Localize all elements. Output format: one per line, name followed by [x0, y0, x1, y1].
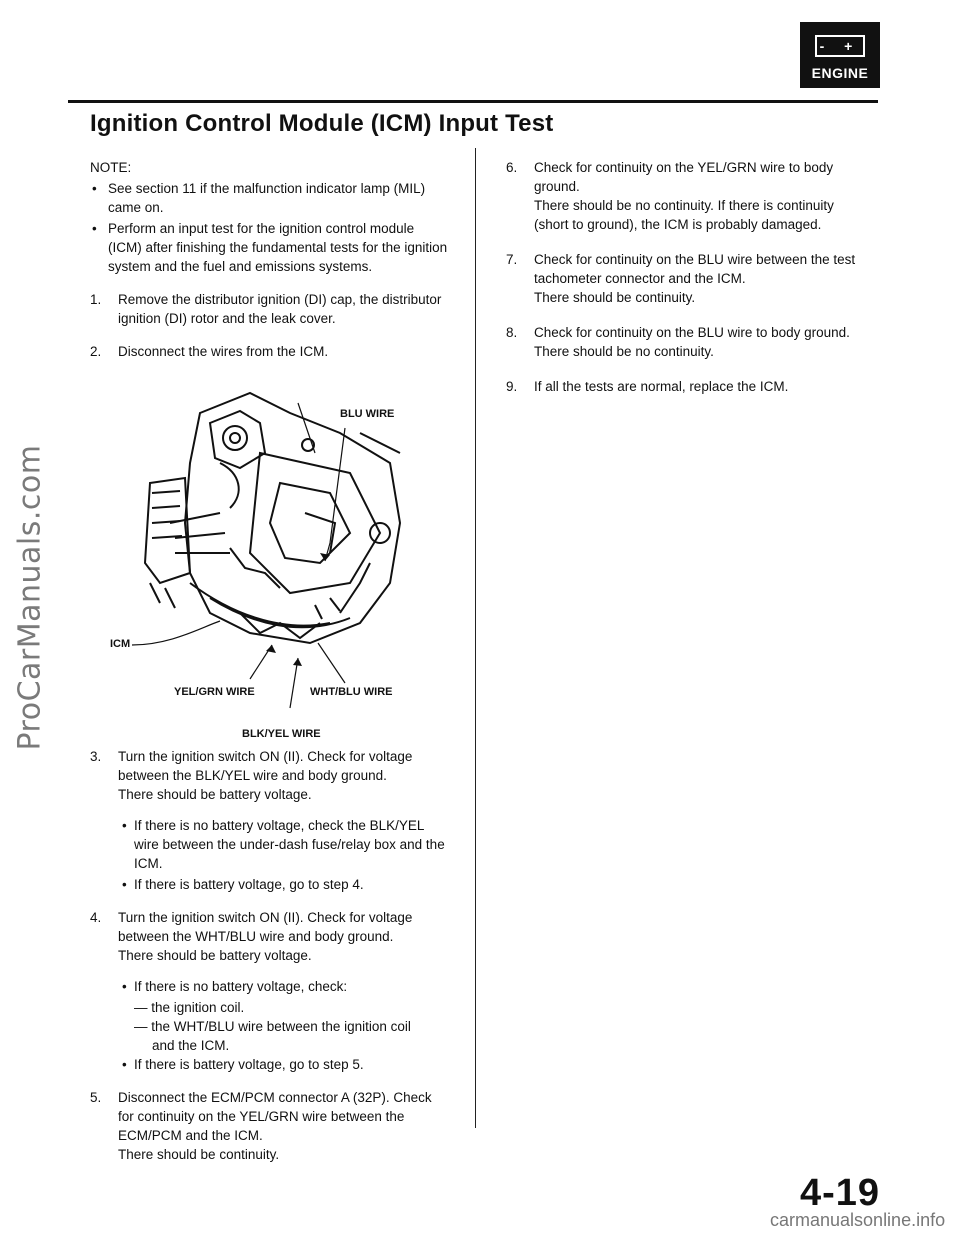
step-number: 4.	[90, 910, 102, 925]
step-text: Disconnect the wires from the ICM.	[118, 344, 329, 359]
right-column	[506, 158, 870, 396]
step-8	[506, 323, 870, 361]
check-sub-item: — the WHT/BLU wire between the ignition coil	[134, 1019, 411, 1034]
left-column	[90, 158, 450, 1164]
step-1	[90, 290, 450, 328]
footer-watermark: carmanualsonline.info	[770, 1210, 946, 1230]
step-text: Turn the ignition switch ON (II). Check for voltage between the BLK/YEL wire and body ground.	[118, 749, 413, 783]
check-item: • If there is battery voltage, go to step 4.	[120, 875, 450, 894]
step-result: There should be continuity.	[534, 290, 696, 305]
step-text: Remove the distributor ignition (DI) cap, the distributor ignition (DI) rotor and the leak cover.	[118, 292, 442, 326]
header-rule	[68, 100, 878, 103]
watermark	[0, 0, 60, 1242]
note-item: • See section 11 if the malfunction indicator lamp (MIL) came on.	[90, 179, 450, 217]
step-7	[506, 250, 870, 307]
step-3	[90, 747, 450, 804]
note-item: • Perform an input test for the ignition control module (ICM) after finishing the fundamental tests for the ignition system and the fuel and emissions systems.	[90, 219, 450, 276]
step-4	[90, 908, 450, 965]
distributor-illustration	[90, 383, 450, 713]
step-result: There should be battery voltage.	[118, 948, 312, 963]
check-item: • If there is battery voltage, go to step 5.	[120, 1055, 450, 1074]
step-text: Disconnect the ECM/PCM connector A (32P). Check for continuity on the YEL/GRN wire between the ECM/PCM and the ICM.	[118, 1090, 432, 1143]
badge-label: ENGINE	[811, 65, 869, 81]
step-3-checks	[90, 816, 450, 894]
step-5	[90, 1088, 450, 1164]
icm-label: ICM	[110, 638, 131, 650]
step-result: There should be no continuity. If there is continuity (short to ground), the ICM is probably damaged.	[534, 198, 834, 232]
blu-wire-label: BLU WIRE	[340, 408, 395, 420]
step-text: Check for continuity on the BLU wire to body ground.	[534, 325, 850, 340]
step-6	[506, 158, 870, 234]
battery-icon: - +	[815, 35, 865, 57]
wht-blu-wire-label: WHT/BLU WIRE	[310, 686, 393, 698]
step-number: 3.	[90, 749, 102, 764]
engine-section-badge	[800, 22, 880, 88]
check-sub-item: — the ignition coil.	[134, 1000, 245, 1015]
step-number: 5.	[90, 1090, 102, 1105]
step-result: There should be battery voltage.	[118, 787, 312, 802]
step-number: 1.	[90, 292, 102, 307]
step-text: Turn the ignition switch ON (II). Check for voltage between the WHT/BLU wire and body ground.	[118, 910, 413, 944]
watermark-text: ProCarManuals.com	[12, 444, 48, 751]
icm-wiring-figure	[90, 383, 450, 740]
check-item: • If there is no battery voltage, check the BLK/YEL wire between the under-dash fuse/relay box and the ICM.	[120, 816, 450, 873]
step-text: Check for continuity on the YEL/GRN wire to body ground.	[534, 160, 834, 194]
step-number: 2.	[90, 344, 102, 359]
check-sub-item-cont: and the ICM.	[152, 1038, 230, 1053]
page-number: 4-19	[800, 1172, 881, 1214]
step-number: 9.	[506, 379, 518, 394]
page-title: Ignition Control Module (ICM) Input Test	[90, 110, 554, 137]
note-heading: NOTE:	[90, 160, 132, 175]
step-number: 8.	[506, 325, 518, 340]
step-number: 6.	[506, 160, 518, 175]
blk-yel-wire-label: BLK/YEL WIRE	[242, 728, 321, 740]
step-result: There should be no continuity.	[534, 344, 714, 359]
step-9	[506, 377, 870, 396]
column-divider	[475, 148, 476, 1128]
step-text: If all the tests are normal, replace the ICM.	[534, 379, 789, 394]
check-item: • If there is no battery voltage, check:	[120, 977, 450, 996]
step-2	[90, 342, 450, 361]
step-result: There should be continuity.	[118, 1147, 280, 1162]
yel-grn-wire-label: YEL/GRN WIRE	[174, 686, 255, 698]
step-4-checks	[90, 977, 450, 1074]
step-text: Check for continuity on the BLU wire between the test tachometer connector and the ICM.	[534, 252, 856, 286]
step-number: 7.	[506, 252, 518, 267]
